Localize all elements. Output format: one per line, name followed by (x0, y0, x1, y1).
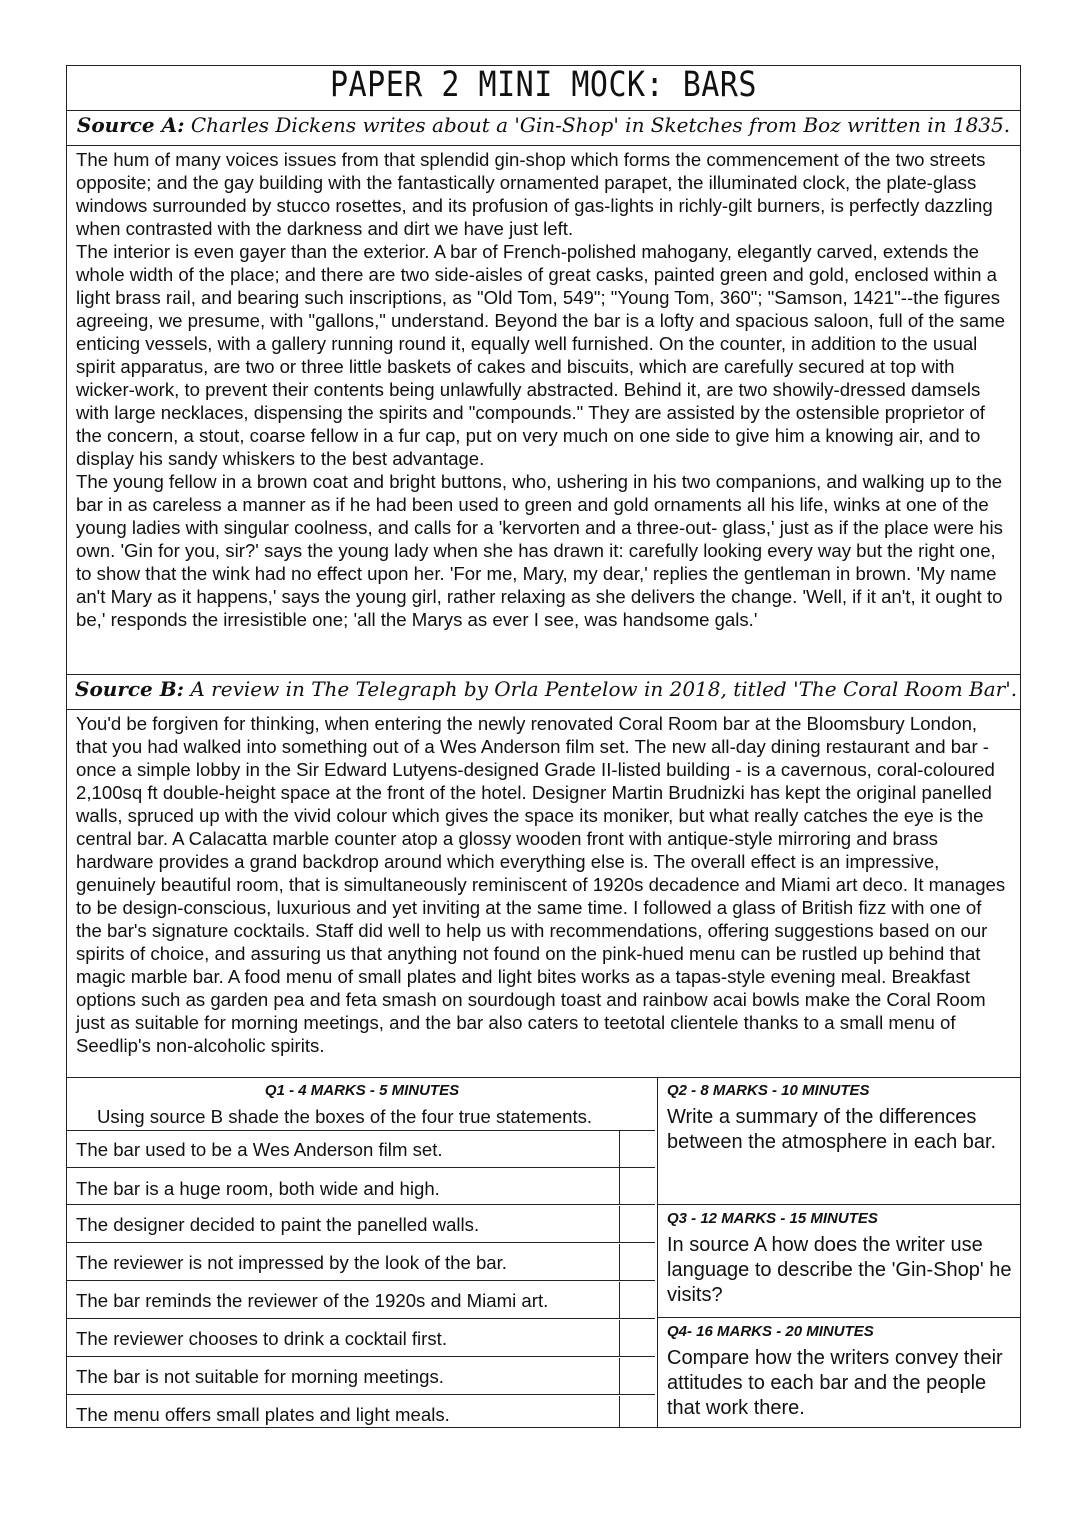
answer-box[interactable] (619, 1320, 656, 1356)
source-b-text (76, 712, 1011, 1057)
statement-text: The bar is a huge room, both wide and high. (76, 1178, 440, 1199)
answer-box[interactable] (619, 1244, 656, 1280)
source-a-description: Charles Dickens writes about a 'Gin-Shop' in Sketches from Boz written in 1835. (190, 113, 1011, 137)
statement-row (67, 1130, 655, 1168)
page-title: PAPER 2 MINI MOCK: BARS (330, 64, 757, 106)
answer-box[interactable] (619, 1168, 656, 1204)
source-a-paragraph: The hum of many voices issues from that splendid gin-shop which forms the commencement of the two streets opposite; and the gay building with the fantastically ornamented parapet, the illuminated clock, the plate-glass windows surrounded by stucco rosettes, and its profusion of gas-lights in richly-gilt burners, is perfectly dazzling when contrasted with the darkness and dirt we have just left. (76, 149, 993, 239)
divider (67, 110, 1020, 111)
column-divider (657, 1078, 658, 1427)
source-b-description: A review in The Telegraph by Orla Pentelow in 2018, titled 'The Coral Room Bar'. (190, 677, 1018, 701)
source-b-heading (67, 677, 1020, 701)
statement-row (67, 1320, 655, 1357)
source-b-paragraph: You'd be forgiven for thinking, when entering the newly renovated Coral Room bar at the Bloomsbury London, that you had walked into something out of a Wes Anderson film set. The new all-day dining restaurant and bar - once a simple lobby in the Sir Edward Lutyens-designed Grade II-listed building - is a cavernous, coral-coloured 2,100sq ft double-height space at the front of the hotel. Designer Martin Brudnizki has kept the original panelled walls, spruced up with the vivid colour which gives the space its moniker, but what really catches the eye is the central bar. A Calacatta marble counter atop a glossy wooden front with antique-style mirroring and brass hardware provides a grand backdrop around which everything else is. The overall effect is an impressive, genuinely beautiful room, that is simultaneously reminiscent of 1920s decadence and Miami art deco. It manages to be design-conscious, luxurious and yet inviting at the same time. I followed a glass of British fizz with one of the bar's signature cocktails. Staff did well to help us with recommendations, offering suggestions based on our spirits of choice, and assuring us that anything not found on the pink-hued menu can be rustled up behind that magic marble bar. A food menu of small plates and light bites works as a tapas-style evening meal. Breakfast options such as garden pea and feta smash on sourdough toast and rainbow acai bowls make the Coral Room just as suitable for morning meetings, and the bar also caters to teetotal clientele thanks to a small menu of Seedlip's non-alcoholic spirits. (76, 713, 1006, 1056)
source-a-text (76, 148, 1011, 631)
q2-section (667, 1082, 1017, 1155)
q1-instruction: Using source B shade the boxes of the four true statements. (97, 1106, 593, 1127)
q3-text: In source A how does the writer use language to describe the 'Gin-Shop' he visits? (667, 1234, 1012, 1306)
answer-box[interactable] (619, 1282, 656, 1318)
q4-text: Compare how the writers convey their attitudes to each bar and the people that work there. (667, 1347, 1003, 1419)
q3-heading: Q3 - 12 MARKS - 15 MINUTES (667, 1210, 878, 1227)
source-a-paragraph: The young fellow in a brown coat and bright buttons, who, ushering in his two companions, and walking up to the bar in as careless a manner as if he had been used to green and gold ornaments all his life, winks at one of the young ladies with singular coolness, and calls for a 'kervorten and a three-out- glass,' just as if the place were his own. 'Gin for you, sir?' says the young lady when she has drawn it: carefully looking every way but the right one, to show that the wink had no effect upon her. 'For me, Mary, my dear,' replies the gentleman in brown. 'My name an't Mary as it happens,' says the young girl, rather relaxing as she delivers the change. 'Well, if it an't, it ought to be,' responds the irresistible one; 'all the Marys as ever I see, was handsome gals.' (76, 471, 1003, 630)
answer-box[interactable] (619, 1131, 656, 1167)
statement-row (67, 1244, 655, 1281)
answer-box[interactable] (619, 1396, 656, 1427)
q3-section (667, 1210, 1017, 1308)
statement-text: The reviewer is not impressed by the look of the bar. (76, 1252, 507, 1273)
source-a-paragraph: The interior is even gayer than the exterior. A bar of French-polished mahogany, elegantly carved, extends the whole width of the place; and there are two side-aisles of great casks, painted green and gold, enclosed within a light brass rail, and bearing such inscriptions, as "Old Tom, 549"; "Young Tom, 360"; "Samson, 1421"--the figures agreeing, we presume, with "gallons," understand. Beyond the bar is a lofty and spacious saloon, full of the same enticing vessels, with a gallery running round it, equally well furnished. On the counter, in addition to the usual spirit apparatus, are two or three little baskets of cakes and biscuits, which are carefully secured at top with wicker-work, to prevent their contents being unlawfully abstracted. Behind it, are two showily-dressed damsels with large necklaces, dispensing the spirits and "compounds." They are assisted by the ostensible proprietor of the concern, a stout, coarse fellow in a fur cap, put on very much on one side to give him a knowing air, and to display his sandy whiskers to the best advantage. (76, 241, 1005, 469)
statement-row (67, 1282, 655, 1319)
divider (67, 145, 1020, 146)
statement-row (67, 1206, 655, 1243)
divider (67, 709, 1020, 710)
statement-text: The bar is not suitable for morning meetings. (76, 1366, 444, 1387)
statement-text: The reviewer chooses to drink a cocktail first. (76, 1328, 447, 1349)
statement-text: The designer decided to paint the panelled walls. (76, 1214, 480, 1235)
answer-box[interactable] (619, 1206, 656, 1242)
divider (67, 674, 1020, 675)
source-a-label: Source A: (76, 113, 185, 137)
q2-heading: Q2 - 8 MARKS - 10 MINUTES (667, 1082, 870, 1099)
q1-heading: Q1 - 4 MARKS - 5 MINUTES (264, 1082, 460, 1099)
answer-box[interactable] (619, 1358, 656, 1394)
statement-text: The menu offers small plates and light meals. (76, 1404, 450, 1425)
worksheet-frame (66, 65, 1021, 1428)
statement-row (67, 1396, 655, 1427)
divider (657, 1204, 1020, 1205)
statement-row (67, 1168, 655, 1205)
statement-text: The bar used to be a Wes Anderson film set. (76, 1139, 443, 1160)
statement-row (67, 1358, 655, 1395)
divider (657, 1317, 1020, 1318)
q4-section (667, 1323, 1017, 1421)
statement-text: The bar reminds the reviewer of the 1920s and Miami art. (76, 1290, 549, 1311)
q4-heading: Q4- 16 MARKS - 20 MINUTES (667, 1323, 874, 1340)
q2-text: Write a summary of the differences between the atmosphere in each bar. (667, 1106, 997, 1153)
q1-section (67, 1078, 657, 1427)
source-a-heading (67, 113, 1020, 137)
source-b-label: Source B: (75, 677, 185, 701)
